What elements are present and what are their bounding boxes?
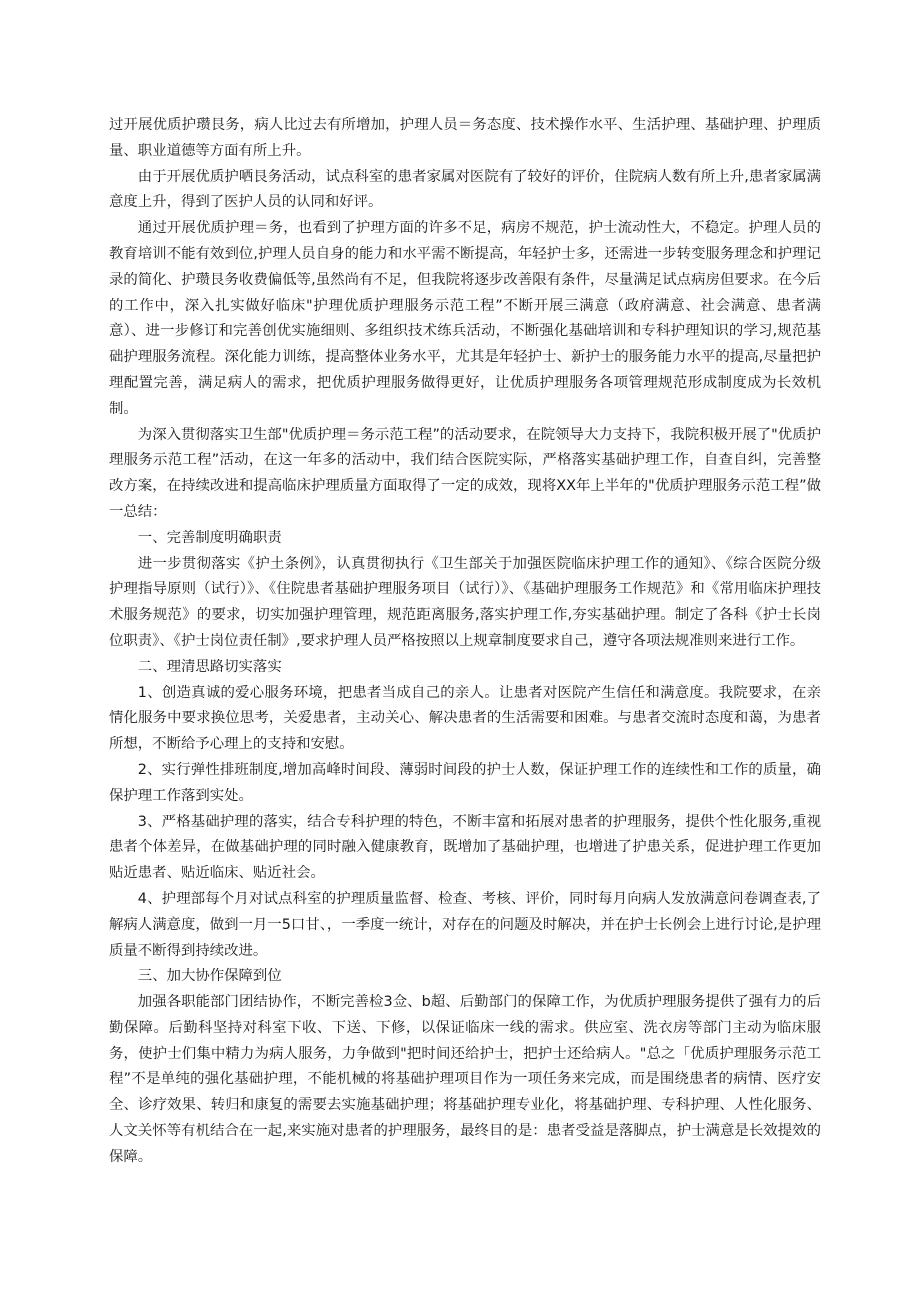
paragraph-1: 过开展优质护瓒艮务，病人比过去有所增加，护理人员＝务态度、技术操作水平、生活护理、基础护理、护理质量、职业道德等方面有所上升。: [109, 117, 821, 159]
paragraph-4: 为深入贯彻落实卫生部"优质护理＝务示范工程”的活动要求，在院领导大力支持下，我院积极开展了"优质护理服务示范工程”活动，在这一年多的活动中，我们结合医院实际，严格落实基础护理工作，自查自纠，完善整改方案，在持续改进和提高临床护理质量方面取得了一定的成效，现将XX年上半年的"优质护理服务示范工程”做一总结：: [109, 426, 821, 520]
paragraph-8: 3、严格基础护理的落实，结合专科护理的特色，不断丰富和拓展对患者的护理服务，提供个性化服务,重视患者个体差异，在做基础护理的同时融入健康教育，既增加了基础护理，也增进了护患关系，促进护理工作更加贴近患者、贴近临床、贴近社会。: [109, 813, 821, 882]
section-heading-3: 三、加大协作保障到位: [137, 968, 282, 985]
document-body: [109, 113, 821, 1171]
paragraph-10: 加强各职能部门团结协作，不断完善检3佥、b超、后勤部门的保障工作，为优质护理服务提供了强有力的后勤保障。后勤科坚持对科室下收、下送、下修，以保证临床一线的需求。供应室、洗衣房等部门主动为临床服务，使护士们集中精力为病人服务，力争做到"把时间还给护士，把护士还给病人。"总之「优质护理服务示范工程”不是单纯的强化基础护理，不能机械的将基础护理项目作为一项任务来完成，而是围绕患者的病情、医疗安全、诊疗效果、转归和康复的需要去实施基础护理；将基础护理专业化，将基础护理、专科护理、人性化服务、人文关怀等有机结合在一起,来实施对患者的护理服务，最终目的是：患者受益是落脚点，护士满意是长效提效的保障。: [109, 994, 821, 1165]
paragraph-3: 通过开展优质护理＝务，也看到了护理方面的许多不足，病房不规范，护士流动性大，不稳定。护理人员的教育培训不能有效到位,护理人员自身的能力和水平需不断提高，年轻护士多，还需进一步转变服务理念和护理记录的简化、护瓒艮务收费偏低等,虽然尚有不足，但我院将逐步改善限有条件，尽量满足试点病房但要求。在今后的工作中，深入扎实做好临床"护理优质护理服务示范工程”不断开展三满意（政府满意、社会满意、患者满意）、进一步修订和完善创优实施细则、多组织技术练兵活动，不断强化基础培训和专科护理知识的学习,规范基础护理服务流程。深化能力训练，提高整体业务水平，尤其是年轻护士、新护士的服务能力水平的提高,尽量把护理配置完善，满足病人的需求，把优质护理服务做得更好，让优质护理服务各项管理规范形成制度成为长效机制。: [109, 220, 821, 417]
section-heading-1: 一、完善制度明确职责: [137, 529, 282, 546]
paragraph-6: 1、创造真诚的爱心服务环境，把患者当成自己的亲人。让患者对医院产生信任和满意度。我院要求，在亲情化服务中要求换位思考，关爱患者，主动关心、解决患者的生活需要和困难。与患者交流时态度和蔼，为患者所想，不断给予心理上的支持和安慰。: [109, 684, 821, 753]
section-heading-2: 二、理清思路切实落实: [137, 658, 282, 675]
paragraph-2: 由于开展优质护哂艮务活动，试点科室的患者家属对医院有了较好的评价，住院病人数有所上升,患者家属满意度上升，得到了医护人员的认同和好评。: [109, 168, 821, 211]
paragraph-7: 2、实行弹性排班制度,增加高峰时间段、薄弱时间段的护士人数，保证护理工作的连续性和工作的质量，确保护理工作落到实处。: [109, 761, 821, 804]
paragraph-9: 4、护理部每个月对试点科室的护理质量监督、检查、考核、评价，同时每月向病人发放满意问卷调查表,了解病人满意度，做到一月一5口甘、，一季度一统计，对存在的问题及时解决，并在护士长例会上进行讨论,是护理质量不断得到持续改进。: [109, 890, 821, 959]
paragraph-5: 进一步贯彻落实《护土条例》，认真贯彻执行《卫生部关于加强医院临床护理工作的通知》、《综合医院分级护理指导原则（试行）》、《住院患者基础护理服务项目（试行）》、《基础护理服务工作规范》和《常用临床护理技术服务规范》的要求，切实加强护理管理，规范距离服务,落实护理工作,夯实基础护理。制定了各科《护士长岗位职责》、《护士岗位责任制》,要求护理人员严格按照以上规章制度要求自己，遵守各项法规准则来进行工作。: [109, 555, 821, 649]
